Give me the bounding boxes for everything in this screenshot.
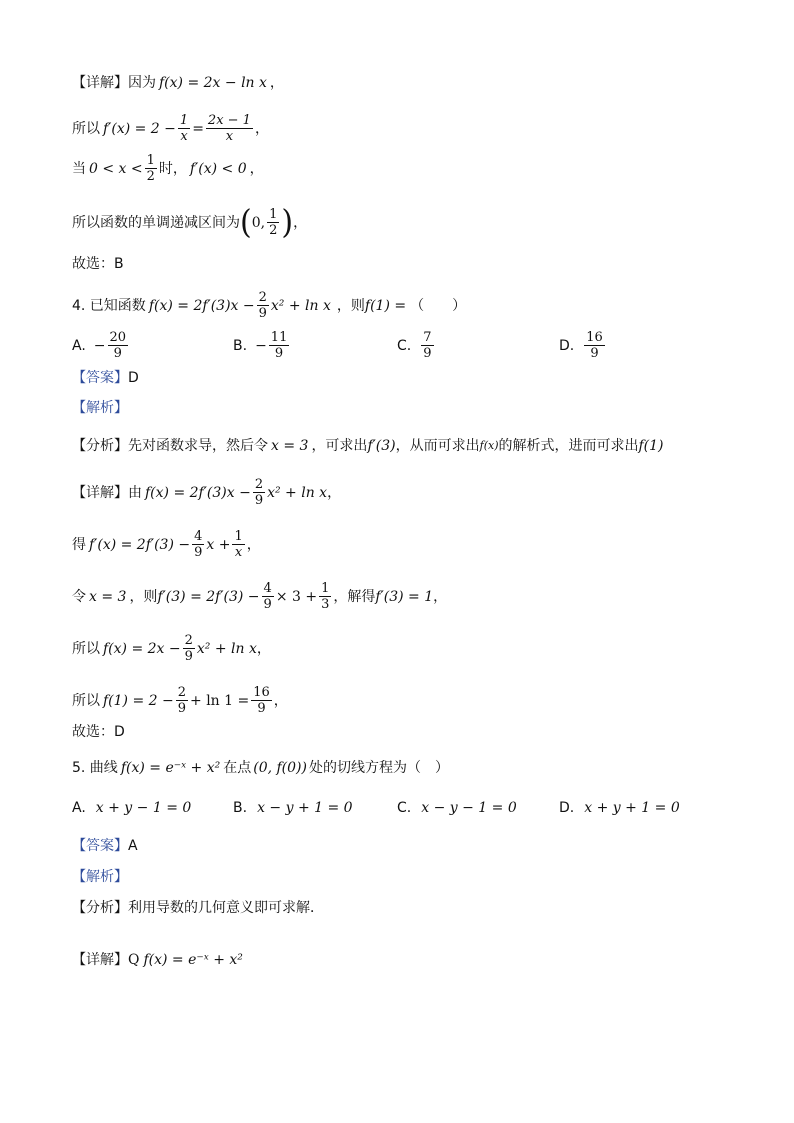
fraction: $\frac{4}{9}$ <box>194 529 203 560</box>
comma: ， <box>269 75 284 91</box>
math: (0, f(0)) <box>253 760 307 776</box>
text: 得 <box>72 536 86 553</box>
fraction: $\frac{1}{x}$ <box>234 529 243 560</box>
prev-detail-line2 <box>72 113 269 144</box>
detail-tag: 【详解】 <box>72 75 128 91</box>
therefore-symbol: Q <box>128 952 140 968</box>
fraction: $\frac{16}{9}$ <box>586 330 603 361</box>
answer-tag: 【答案】 <box>72 838 128 854</box>
fraction: $\frac{1}{2}$ <box>146 153 155 184</box>
sign: − <box>255 337 267 354</box>
q4-stem <box>72 290 466 321</box>
fraction: $\frac{7}{9}$ <box>423 330 432 361</box>
math: x = 3 <box>271 438 309 454</box>
fraction: $\frac{2x - 1}{x}$ <box>207 113 251 144</box>
right-paren: ) <box>281 202 294 242</box>
fraction: $\frac{1}{2}$ <box>269 207 278 238</box>
text: 时， <box>158 160 187 177</box>
math: f(x) = e⁻ˣ + x² <box>120 760 221 776</box>
left-paren: ( <box>240 202 252 242</box>
option-label: B. <box>233 800 248 816</box>
text: ，则 <box>129 588 158 605</box>
comma: ， <box>273 692 288 709</box>
comma: ， <box>433 588 448 605</box>
option-label: A. <box>72 800 86 816</box>
text: 4. 已知函数 <box>72 297 146 314</box>
comma: ， <box>256 640 271 657</box>
option-label: C. <box>397 337 412 354</box>
math: f(x) = 2x − ln x <box>159 75 267 91</box>
math: f(1) = 2 − <box>103 692 174 709</box>
option-expr: x − y − 1 = 0 <box>421 800 517 816</box>
q4-option-a[interactable] <box>72 330 130 361</box>
q5-answer <box>72 836 138 856</box>
q5-analysis-tag <box>72 867 128 887</box>
math: + ln 1 = <box>190 692 250 709</box>
prev-detail-line1 <box>72 73 284 93</box>
text: 所以 <box>72 640 100 657</box>
option-label: B. <box>233 337 248 354</box>
math: f(x) = 2x − <box>103 640 181 657</box>
text: 的解析式，进而可求出 <box>498 438 639 454</box>
fraction: $\frac{11}{9}$ <box>270 330 288 361</box>
q4-detail-line2 <box>72 529 261 560</box>
fraction: $\frac{20}{9}$ <box>109 330 127 361</box>
math: f′(3) = 2f′(3) − <box>157 588 260 605</box>
math: 0, <box>251 214 266 231</box>
fraction: $\frac{1}{x}$ <box>179 113 189 144</box>
fraction: $\frac{16}{9}$ <box>253 685 270 716</box>
fraction: $\frac{2}{9}$ <box>258 290 267 321</box>
option-label: D. <box>559 337 575 354</box>
text: 在点 <box>223 760 252 776</box>
q4-option-c[interactable] <box>397 330 436 361</box>
prev-choice: 故选：B <box>72 256 124 272</box>
q4-detail-line4 <box>72 633 271 664</box>
math: x² + ln x <box>267 484 328 501</box>
q4-fenxi <box>72 436 664 456</box>
q5-option-b[interactable] <box>233 800 353 816</box>
math: 0 < x < <box>89 160 143 177</box>
q4-choice: 故选：D <box>72 724 125 740</box>
q5-option-a[interactable] <box>72 800 191 816</box>
math: f′(x) = 2f′(3) − <box>89 536 191 553</box>
fenxi-tag: 【分析】 <box>72 900 128 916</box>
option-label: C. <box>397 800 412 816</box>
prev-detail-line4 <box>72 202 308 242</box>
math: f′(3) = 1 <box>375 588 434 605</box>
math: f(x) <box>479 439 499 452</box>
analysis-tag: 【解析】 <box>72 400 128 416</box>
option-label: A. <box>72 337 86 354</box>
comma: ， <box>249 160 264 177</box>
math: f(x) = 2f′(3)x − <box>145 484 251 501</box>
math: x² + ln x <box>270 297 331 314</box>
comma: ， <box>293 214 308 231</box>
text: 5. 曲线 <box>72 760 118 776</box>
math: f′(x) < 0 <box>189 160 247 177</box>
option-label: D. <box>559 800 575 816</box>
equals: = <box>192 120 204 137</box>
text: 所以函数的单调递减区间为 <box>72 214 240 231</box>
option-expr: x − y + 1 = 0 <box>257 800 353 816</box>
q4-analysis-tag <box>72 398 128 418</box>
q4-option-b[interactable] <box>233 330 291 361</box>
q5-option-c[interactable] <box>397 800 517 816</box>
answer-value: A <box>128 838 138 854</box>
answer-value: D <box>128 370 139 386</box>
fraction: $\frac{2}{9}$ <box>177 685 187 716</box>
option-expr: x + y + 1 = 0 <box>584 800 680 816</box>
math: f(1) = <box>364 297 407 314</box>
q4-answer <box>72 368 139 388</box>
comma: ， <box>327 484 342 501</box>
text: 利用导数的几何意义即可求解． <box>128 900 324 916</box>
detail-tag: 【详解】 <box>72 952 128 968</box>
detail-tag: 【详解】 <box>72 484 128 501</box>
fraction: $\frac{1}{3}$ <box>321 581 330 612</box>
text: 令 <box>72 588 86 605</box>
sign: − <box>93 337 106 354</box>
math: f′(3) <box>367 438 396 454</box>
q4-detail-line3 <box>72 581 447 612</box>
analysis-tag: 【解析】 <box>72 869 128 885</box>
math: × 3 + <box>275 588 318 605</box>
text: 由 <box>128 484 142 501</box>
answer-tag: 【答案】 <box>72 370 128 386</box>
math: f(x) = e⁻ˣ + x² <box>143 952 243 968</box>
fenxi-tag: 【分析】 <box>72 438 128 454</box>
text: （ ） <box>410 297 467 314</box>
fraction: $\frac{2}{9}$ <box>254 477 264 508</box>
text: 先对函数求导，然后令 <box>128 438 268 454</box>
prev-detail-line3 <box>72 153 264 184</box>
fraction: $\frac{4}{9}$ <box>263 581 272 612</box>
text: 所以 <box>72 692 100 709</box>
q5-option-d[interactable] <box>559 800 680 816</box>
text: 所以 <box>72 120 100 137</box>
q4-detail-line1 <box>72 477 341 508</box>
math: f(x) = 2f′(3)x − <box>148 297 255 314</box>
q5-fenxi <box>72 898 324 918</box>
math: x = 3 <box>89 588 127 605</box>
math: x + <box>206 536 231 553</box>
q4-option-d[interactable] <box>559 330 607 361</box>
math: x² + ln x <box>196 640 257 657</box>
text: ，则 <box>336 297 365 314</box>
text: ，可求出 <box>311 438 368 454</box>
text: ，解得 <box>333 588 376 605</box>
comma: ， <box>246 536 261 553</box>
q4-detail-line5 <box>72 685 288 716</box>
text: 因为 <box>128 75 156 91</box>
fraction: $\frac{2}{9}$ <box>184 633 193 664</box>
comma: ， <box>254 120 269 137</box>
q5-stem <box>72 758 449 778</box>
q5-detail <box>72 950 243 970</box>
text: ，从而可求出 <box>395 438 480 454</box>
text: 当 <box>72 160 86 177</box>
math: f(1) <box>638 438 664 454</box>
option-expr: x + y − 1 = 0 <box>95 800 192 816</box>
text: 处的切线方程为（ ） <box>308 760 449 776</box>
math: f′(x) = 2 − <box>103 120 176 137</box>
